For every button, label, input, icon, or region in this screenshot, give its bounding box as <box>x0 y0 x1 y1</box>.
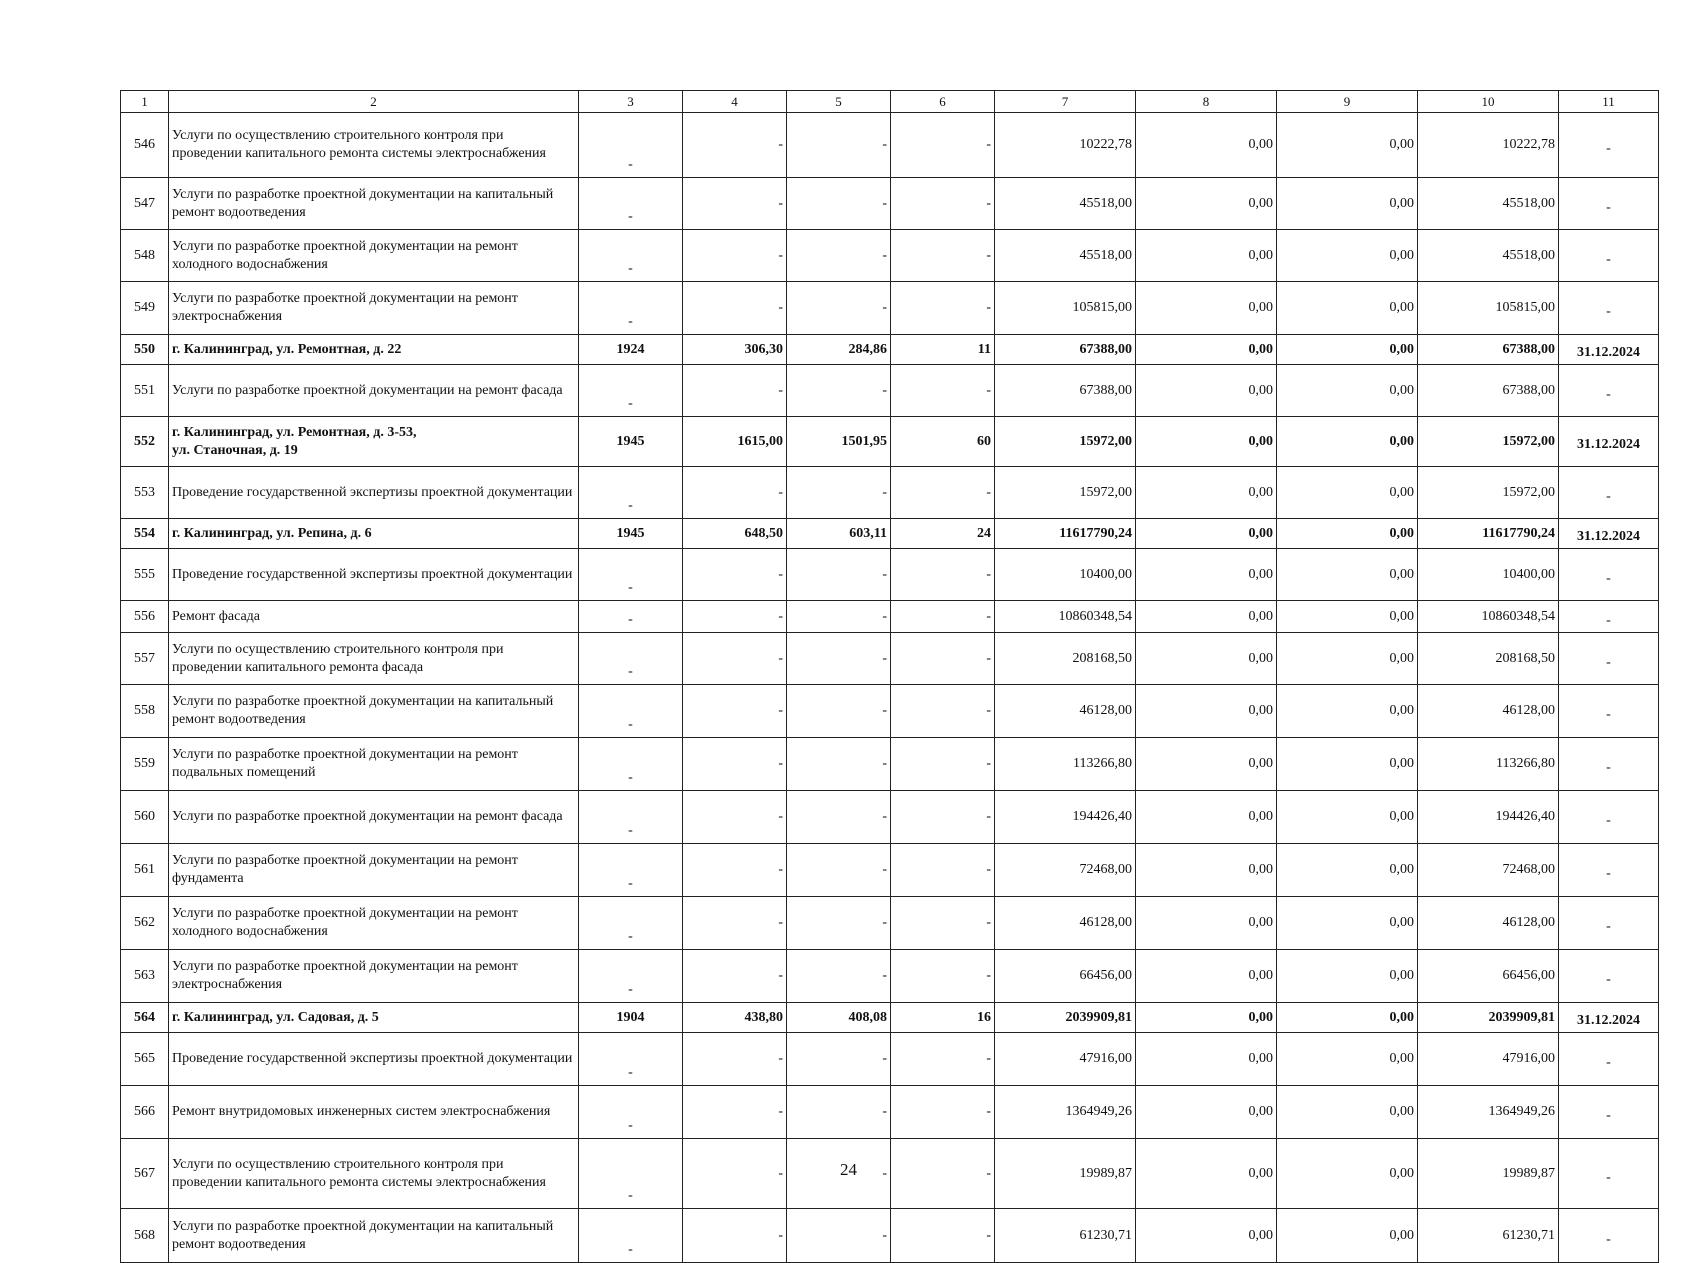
col-4-value: - <box>683 791 787 844</box>
col-10-value: 66456,00 <box>1418 950 1559 1003</box>
col-11-value: - <box>1559 897 1659 950</box>
work-description: Услуги по разработке проектной документации на ремонт холодного водоснабжения <box>169 230 579 282</box>
row-number: 563 <box>121 950 169 1003</box>
row-number: 550 <box>121 335 169 365</box>
col-6-value: - <box>891 113 995 178</box>
row-number: 567 <box>121 1139 169 1209</box>
col-8-value: 0,00 <box>1136 178 1277 230</box>
col-8-value: 0,00 <box>1136 1139 1277 1209</box>
col-11-value: - <box>1559 844 1659 897</box>
col-5-value: - <box>787 1139 891 1209</box>
column-header: 8 <box>1136 91 1277 113</box>
col-11-value: 31.12.2024 <box>1559 335 1659 365</box>
col-11-value: - <box>1559 113 1659 178</box>
col-9-value: 0,00 <box>1277 844 1418 897</box>
col-5-value: 284,86 <box>787 335 891 365</box>
col-6-value: 11 <box>891 335 995 365</box>
col-7-value: 47916,00 <box>995 1033 1136 1086</box>
col-7-value: 67388,00 <box>995 365 1136 417</box>
row-number: 549 <box>121 282 169 335</box>
work-description: Услуги по разработке проектной документации на ремонт электроснабжения <box>169 950 579 1003</box>
col-3-value: - <box>579 685 683 738</box>
col-8-value: 0,00 <box>1136 519 1277 549</box>
col-5-value: - <box>787 633 891 685</box>
col-10-value: 47916,00 <box>1418 1033 1559 1086</box>
col-8-value: 0,00 <box>1136 897 1277 950</box>
col-10-value: 15972,00 <box>1418 417 1559 467</box>
col-7-value: 113266,80 <box>995 738 1136 791</box>
col-10-value: 45518,00 <box>1418 178 1559 230</box>
col-6-value: - <box>891 633 995 685</box>
col-8-value: 0,00 <box>1136 844 1277 897</box>
row-number: 559 <box>121 738 169 791</box>
col-5-value: - <box>787 950 891 1003</box>
table-row <box>121 844 1659 897</box>
col-6-value: - <box>891 685 995 738</box>
col-3-value: - <box>579 844 683 897</box>
col-10-value: 208168,50 <box>1418 633 1559 685</box>
table-row <box>121 230 1659 282</box>
col-8-value: 0,00 <box>1136 950 1277 1003</box>
work-description: Услуги по разработке проектной документации на капитальный ремонт водоотведения <box>169 1209 579 1263</box>
col-5-value: 603,11 <box>787 519 891 549</box>
col-11-value: - <box>1559 791 1659 844</box>
col-5-value: - <box>787 1033 891 1086</box>
col-6-value: - <box>891 178 995 230</box>
col-7-value: 15972,00 <box>995 467 1136 519</box>
col-6-value: - <box>891 791 995 844</box>
col-9-value: 0,00 <box>1277 335 1418 365</box>
col-11-value: - <box>1559 1209 1659 1263</box>
col-5-value: - <box>787 113 891 178</box>
row-number: 551 <box>121 365 169 417</box>
col-4-value: 1615,00 <box>683 417 787 467</box>
table-row <box>121 1209 1659 1263</box>
col-10-value: 61230,71 <box>1418 1209 1559 1263</box>
col-7-value: 19989,87 <box>995 1139 1136 1209</box>
row-number: 555 <box>121 549 169 601</box>
col-7-value: 10400,00 <box>995 549 1136 601</box>
col-8-value: 0,00 <box>1136 633 1277 685</box>
col-6-value: - <box>891 467 995 519</box>
col-9-value: 0,00 <box>1277 791 1418 844</box>
row-number: 565 <box>121 1033 169 1086</box>
work-description: г. Калининград, ул. Ремонтная, д. 3-53, ул. Станочная, д. 19 <box>169 417 579 467</box>
column-header: 9 <box>1277 91 1418 113</box>
col-8-value: 0,00 <box>1136 230 1277 282</box>
col-6-value: - <box>891 950 995 1003</box>
row-number: 557 <box>121 633 169 685</box>
work-description: Услуги по разработке проектной документации на ремонт электроснабжения <box>169 282 579 335</box>
col-11-value: - <box>1559 282 1659 335</box>
col-9-value: 0,00 <box>1277 113 1418 178</box>
work-description: Проведение государственной экспертизы проектной документации <box>169 549 579 601</box>
column-header: 3 <box>579 91 683 113</box>
col-11-value: - <box>1559 178 1659 230</box>
col-11-value: - <box>1559 230 1659 282</box>
col-6-value: - <box>891 738 995 791</box>
col-10-value: 67388,00 <box>1418 365 1559 417</box>
row-number: 561 <box>121 844 169 897</box>
col-8-value: 0,00 <box>1136 685 1277 738</box>
col-7-value: 2039909,81 <box>995 1003 1136 1033</box>
work-description: Проведение государственной экспертизы проектной документации <box>169 467 579 519</box>
col-3-value: - <box>579 1033 683 1086</box>
col-8-value: 0,00 <box>1136 738 1277 791</box>
table-row <box>121 519 1659 549</box>
col-10-value: 10860348,54 <box>1418 601 1559 633</box>
col-6-value: - <box>891 1033 995 1086</box>
col-6-value: - <box>891 365 995 417</box>
col-4-value: - <box>683 467 787 519</box>
row-number: 552 <box>121 417 169 467</box>
col-3-value: - <box>579 1139 683 1209</box>
col-8-value: 0,00 <box>1136 549 1277 601</box>
col-10-value: 72468,00 <box>1418 844 1559 897</box>
col-9-value: 0,00 <box>1277 365 1418 417</box>
table-body <box>121 91 1659 1263</box>
col-7-value: 72468,00 <box>995 844 1136 897</box>
row-number: 566 <box>121 1086 169 1139</box>
table-row <box>121 897 1659 950</box>
col-10-value: 46128,00 <box>1418 685 1559 738</box>
col-5-value: - <box>787 1209 891 1263</box>
col-5-value: - <box>787 685 891 738</box>
col-5-value: - <box>787 282 891 335</box>
col-11-value: 31.12.2024 <box>1559 417 1659 467</box>
col-10-value: 10400,00 <box>1418 549 1559 601</box>
work-description: Услуги по осуществлению строительного контроля при проведении капитального ремонта системы электроснабжения <box>169 113 579 178</box>
col-6-value: - <box>891 230 995 282</box>
work-description: Ремонт внутридомовых инженерных систем электроснабжения <box>169 1086 579 1139</box>
work-description: Услуги по разработке проектной документации на капитальный ремонт водоотведения <box>169 178 579 230</box>
col-4-value: - <box>683 897 787 950</box>
column-header: 1 <box>121 91 169 113</box>
col-3-value: 1945 <box>579 519 683 549</box>
row-number: 553 <box>121 467 169 519</box>
column-header: 11 <box>1559 91 1659 113</box>
table-row <box>121 685 1659 738</box>
col-5-value: 408,08 <box>787 1003 891 1033</box>
col-10-value: 45518,00 <box>1418 230 1559 282</box>
col-3-value: - <box>579 230 683 282</box>
col-8-value: 0,00 <box>1136 282 1277 335</box>
col-9-value: 0,00 <box>1277 897 1418 950</box>
col-5-value: - <box>787 1086 891 1139</box>
col-10-value: 19989,87 <box>1418 1139 1559 1209</box>
table-row <box>121 178 1659 230</box>
col-9-value: 0,00 <box>1277 1139 1418 1209</box>
work-description: г. Калининград, ул. Ремонтная, д. 22 <box>169 335 579 365</box>
col-6-value: 24 <box>891 519 995 549</box>
work-description: Услуги по осуществлению строительного контроля при проведении капитального ремонта фасада <box>169 633 579 685</box>
col-4-value: - <box>683 601 787 633</box>
col-7-value: 194426,40 <box>995 791 1136 844</box>
col-11-value: - <box>1559 633 1659 685</box>
col-10-value: 1364949,26 <box>1418 1086 1559 1139</box>
col-10-value: 10222,78 <box>1418 113 1559 178</box>
col-7-value: 208168,50 <box>995 633 1136 685</box>
col-3-value: - <box>579 467 683 519</box>
table-row <box>121 1003 1659 1033</box>
column-header: 6 <box>891 91 995 113</box>
col-11-value: - <box>1559 738 1659 791</box>
col-3-value: - <box>579 365 683 417</box>
col-9-value: 0,00 <box>1277 950 1418 1003</box>
col-3-value: 1904 <box>579 1003 683 1033</box>
col-4-value: - <box>683 1209 787 1263</box>
work-description: г. Калининград, ул. Репина, д. 6 <box>169 519 579 549</box>
col-4-value: - <box>683 1086 787 1139</box>
table-row <box>121 738 1659 791</box>
col-8-value: 0,00 <box>1136 601 1277 633</box>
col-4-value: - <box>683 113 787 178</box>
work-description: г. Калининград, ул. Садовая, д. 5 <box>169 1003 579 1033</box>
col-9-value: 0,00 <box>1277 1003 1418 1033</box>
col-5-value: - <box>787 365 891 417</box>
col-3-value: - <box>579 178 683 230</box>
col-7-value: 46128,00 <box>995 897 1136 950</box>
col-9-value: 0,00 <box>1277 282 1418 335</box>
col-8-value: 0,00 <box>1136 791 1277 844</box>
col-7-value: 46128,00 <box>995 685 1136 738</box>
table-row <box>121 282 1659 335</box>
col-3-value: - <box>579 791 683 844</box>
col-3-value: - <box>579 113 683 178</box>
table-row <box>121 601 1659 633</box>
col-9-value: 0,00 <box>1277 467 1418 519</box>
col-4-value: - <box>683 365 787 417</box>
col-8-value: 0,00 <box>1136 113 1277 178</box>
table-row <box>121 1033 1659 1086</box>
col-5-value: - <box>787 467 891 519</box>
col-9-value: 0,00 <box>1277 230 1418 282</box>
work-description: Проведение государственной экспертизы проектной документации <box>169 1033 579 1086</box>
col-3-value: - <box>579 897 683 950</box>
col-3-value: - <box>579 1209 683 1263</box>
col-6-value: - <box>891 282 995 335</box>
col-3-value: - <box>579 633 683 685</box>
work-description: Услуги по разработке проектной документации на ремонт фундамента <box>169 844 579 897</box>
col-8-value: 0,00 <box>1136 1003 1277 1033</box>
col-4-value: - <box>683 1033 787 1086</box>
table-row <box>121 113 1659 178</box>
col-7-value: 66456,00 <box>995 950 1136 1003</box>
work-description: Услуги по осуществлению строительного контроля при проведении капитального ремонта системы электроснабжения <box>169 1139 579 1209</box>
col-11-value: 31.12.2024 <box>1559 519 1659 549</box>
col-7-value: 45518,00 <box>995 178 1136 230</box>
row-number: 548 <box>121 230 169 282</box>
col-5-value: - <box>787 601 891 633</box>
col-3-value: - <box>579 1086 683 1139</box>
column-header: 5 <box>787 91 891 113</box>
row-number: 546 <box>121 113 169 178</box>
table-row <box>121 1086 1659 1139</box>
work-description: Ремонт фасада <box>169 601 579 633</box>
col-9-value: 0,00 <box>1277 1033 1418 1086</box>
col-6-value: 16 <box>891 1003 995 1033</box>
column-header: 10 <box>1418 91 1559 113</box>
table-row <box>121 365 1659 417</box>
col-9-value: 0,00 <box>1277 601 1418 633</box>
col-10-value: 46128,00 <box>1418 897 1559 950</box>
col-7-value: 67388,00 <box>995 335 1136 365</box>
col-7-value: 11617790,24 <box>995 519 1136 549</box>
col-5-value: - <box>787 738 891 791</box>
col-6-value: - <box>891 1139 995 1209</box>
col-4-value: - <box>683 282 787 335</box>
row-number: 547 <box>121 178 169 230</box>
col-11-value: - <box>1559 549 1659 601</box>
col-10-value: 11617790,24 <box>1418 519 1559 549</box>
row-number: 556 <box>121 601 169 633</box>
table-row <box>121 633 1659 685</box>
col-11-value: - <box>1559 601 1659 633</box>
column-header: 7 <box>995 91 1136 113</box>
col-7-value: 1364949,26 <box>995 1086 1136 1139</box>
col-7-value: 15972,00 <box>995 417 1136 467</box>
col-9-value: 0,00 <box>1277 519 1418 549</box>
col-4-value: - <box>683 844 787 897</box>
col-3-value: - <box>579 282 683 335</box>
row-number: 554 <box>121 519 169 549</box>
col-11-value: - <box>1559 365 1659 417</box>
col-11-value: - <box>1559 950 1659 1003</box>
col-9-value: 0,00 <box>1277 178 1418 230</box>
col-3-value: 1945 <box>579 417 683 467</box>
col-7-value: 10860348,54 <box>995 601 1136 633</box>
table-row <box>121 791 1659 844</box>
col-11-value: - <box>1559 1086 1659 1139</box>
col-6-value: - <box>891 601 995 633</box>
col-4-value: 306,30 <box>683 335 787 365</box>
row-number: 558 <box>121 685 169 738</box>
col-10-value: 105815,00 <box>1418 282 1559 335</box>
col-7-value: 45518,00 <box>995 230 1136 282</box>
page-number: 24 <box>840 1160 857 1179</box>
col-9-value: 0,00 <box>1277 738 1418 791</box>
col-3-value: - <box>579 601 683 633</box>
col-4-value: - <box>683 1139 787 1209</box>
work-description: Услуги по разработке проектной документации на ремонт подвальных помещений <box>169 738 579 791</box>
col-11-value: - <box>1559 1139 1659 1209</box>
col-6-value: - <box>891 549 995 601</box>
row-number: 568 <box>121 1209 169 1263</box>
col-5-value: - <box>787 844 891 897</box>
row-number: 562 <box>121 897 169 950</box>
col-10-value: 67388,00 <box>1418 335 1559 365</box>
table-row <box>121 417 1659 467</box>
row-number: 564 <box>121 1003 169 1033</box>
work-description: Услуги по разработке проектной документации на капитальный ремонт водоотведения <box>169 685 579 738</box>
table-row <box>121 549 1659 601</box>
col-4-value: 648,50 <box>683 519 787 549</box>
col-4-value: - <box>683 178 787 230</box>
col-6-value: - <box>891 844 995 897</box>
table-row <box>121 467 1659 519</box>
col-10-value: 15972,00 <box>1418 467 1559 519</box>
col-5-value: - <box>787 230 891 282</box>
col-8-value: 0,00 <box>1136 417 1277 467</box>
col-3-value: - <box>579 950 683 1003</box>
col-8-value: 0,00 <box>1136 1033 1277 1086</box>
col-7-value: 105815,00 <box>995 282 1136 335</box>
col-11-value: 31.12.2024 <box>1559 1003 1659 1033</box>
col-6-value: - <box>891 1086 995 1139</box>
col-4-value: 438,80 <box>683 1003 787 1033</box>
col-3-value: - <box>579 549 683 601</box>
col-8-value: 0,00 <box>1136 467 1277 519</box>
col-6-value: 60 <box>891 417 995 467</box>
col-4-value: - <box>683 549 787 601</box>
col-11-value: - <box>1559 1033 1659 1086</box>
column-number-header-row <box>121 91 1659 113</box>
col-5-value: - <box>787 549 891 601</box>
col-9-value: 0,00 <box>1277 549 1418 601</box>
col-9-value: 0,00 <box>1277 1209 1418 1263</box>
col-5-value: 1501,95 <box>787 417 891 467</box>
col-8-value: 0,00 <box>1136 1209 1277 1263</box>
col-8-value: 0,00 <box>1136 1086 1277 1139</box>
col-5-value: - <box>787 178 891 230</box>
col-7-value: 10222,78 <box>995 113 1136 178</box>
col-4-value: - <box>683 230 787 282</box>
row-number: 560 <box>121 791 169 844</box>
col-5-value: - <box>787 791 891 844</box>
col-10-value: 194426,40 <box>1418 791 1559 844</box>
col-9-value: 0,00 <box>1277 633 1418 685</box>
col-4-value: - <box>683 685 787 738</box>
col-11-value: - <box>1559 685 1659 738</box>
col-7-value: 61230,71 <box>995 1209 1136 1263</box>
col-9-value: 0,00 <box>1277 685 1418 738</box>
col-4-value: - <box>683 738 787 791</box>
col-8-value: 0,00 <box>1136 365 1277 417</box>
column-header: 2 <box>169 91 579 113</box>
col-10-value: 2039909,81 <box>1418 1003 1559 1033</box>
col-8-value: 0,00 <box>1136 335 1277 365</box>
col-4-value: - <box>683 633 787 685</box>
col-9-value: 0,00 <box>1277 1086 1418 1139</box>
work-description: Услуги по разработке проектной документации на ремонт холодного водоснабжения <box>169 897 579 950</box>
col-9-value: 0,00 <box>1277 417 1418 467</box>
col-5-value: - <box>787 897 891 950</box>
work-description: Услуги по разработке проектной документации на ремонт фасада <box>169 791 579 844</box>
work-description: Услуги по разработке проектной документации на ремонт фасада <box>169 365 579 417</box>
col-11-value: - <box>1559 467 1659 519</box>
col-10-value: 113266,80 <box>1418 738 1559 791</box>
col-3-value: 1924 <box>579 335 683 365</box>
col-6-value: - <box>891 1209 995 1263</box>
col-3-value: - <box>579 738 683 791</box>
col-6-value: - <box>891 897 995 950</box>
col-4-value: - <box>683 950 787 1003</box>
capital-repair-table <box>120 90 1659 1263</box>
table-row <box>121 950 1659 1003</box>
table-row <box>121 335 1659 365</box>
column-header: 4 <box>683 91 787 113</box>
